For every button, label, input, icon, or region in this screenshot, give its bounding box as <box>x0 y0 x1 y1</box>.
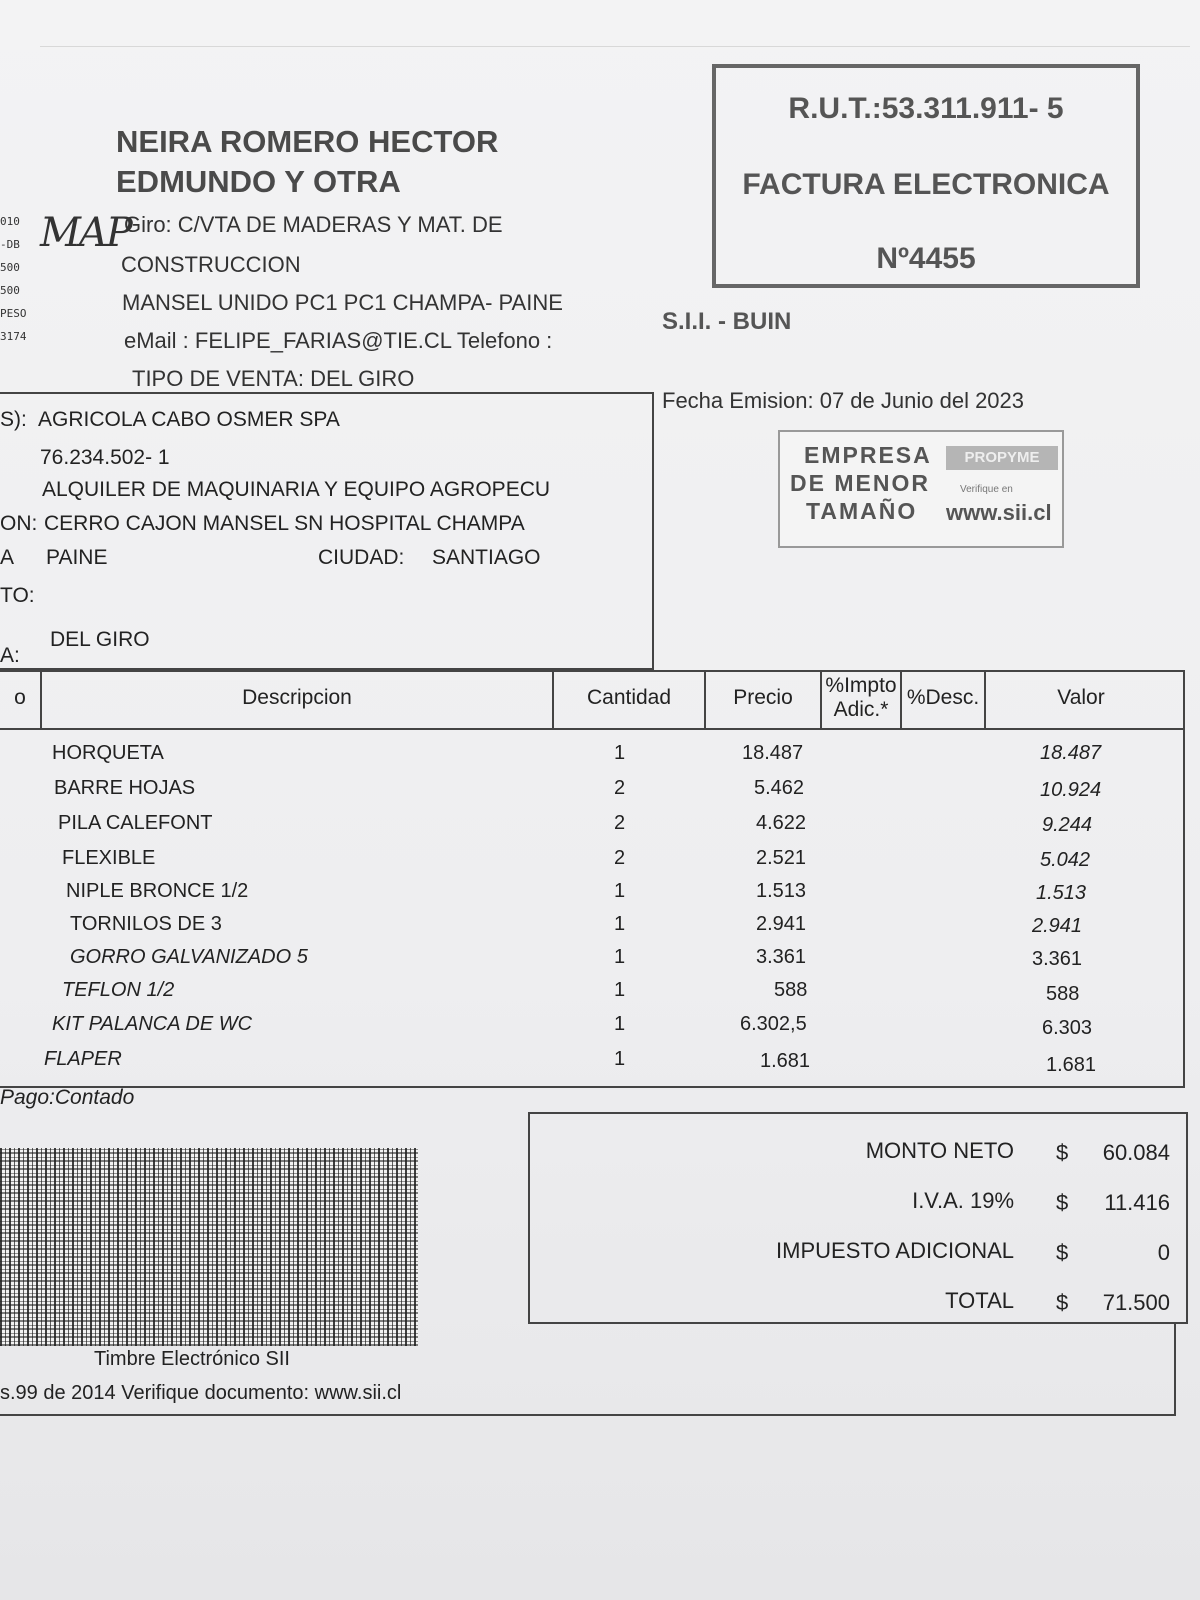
propyme-line1: EMPRESA <box>804 442 932 468</box>
propyme-verify: Verifique en <box>960 484 1013 495</box>
left-edge-numbers <box>0 210 27 348</box>
header-impto-adic <box>822 674 900 722</box>
verifique-documento: s.99 de 2014 Verifique documento: www.sii.cl <box>0 1382 402 1404</box>
header-impto-line2: Adic.* <box>833 698 889 721</box>
impuesto-adicional-currency: $ <box>1056 1240 1069 1265</box>
receptor-ciudad-label: CIUDAD: <box>318 546 405 569</box>
row-desc: TEFLON 1/2 <box>62 979 175 1001</box>
row-qty: 1 <box>614 913 626 935</box>
row-desc: NIPLE BRONCE 1/2 <box>66 880 249 902</box>
left-edge-number: 010 <box>0 215 20 228</box>
invoice-number: Nº4455 <box>876 242 976 275</box>
row-qty: 2 <box>614 777 626 799</box>
row-value: 5.042 <box>1040 849 1091 871</box>
receptor-giro: ALQUILER DE MAQUINARIA Y EQUIPO AGROPECU <box>42 478 551 501</box>
row-desc: GORRO GALVANIZADO 5 <box>70 946 308 968</box>
issuer-name <box>116 122 498 202</box>
handwritten-mark: MAP <box>40 210 131 256</box>
row-qty: 1 <box>614 742 626 764</box>
row-qty: 1 <box>614 880 626 902</box>
receptor-name-label: S): <box>0 408 27 431</box>
left-edge-number: 500 <box>0 261 20 274</box>
impuesto-adicional-value: 0 <box>1157 1240 1170 1265</box>
monto-neto-value: 60.084 <box>1102 1140 1170 1165</box>
pdf417-barcode <box>0 1148 418 1346</box>
row-value: 588 <box>1046 983 1080 1005</box>
issuer-giro-line1: Giro: C/VTA DE MADERAS Y MAT. DE <box>124 212 503 237</box>
row-value: 3.361 <box>1032 948 1083 970</box>
row-desc: HORQUETA <box>52 742 164 764</box>
row-desc: FLAPER <box>44 1048 122 1070</box>
row-value: 10.924 <box>1040 779 1102 801</box>
propyme-line3: TAMAÑO <box>806 498 918 524</box>
left-edge-number: -DB <box>0 238 20 251</box>
receptor-contacto-label: TO: <box>0 584 35 607</box>
iva-currency: $ <box>1056 1190 1069 1215</box>
header-valor: Valor <box>1057 686 1105 709</box>
receptor-dir-label: ON: <box>0 512 38 535</box>
row-value: 2.941 <box>1032 915 1083 937</box>
left-edge-number: PESO <box>0 307 27 320</box>
top-edge-line <box>40 46 1190 47</box>
row-price: 6.302,5 <box>740 1013 807 1035</box>
row-desc: KIT PALANCA DE WC <box>52 1013 253 1035</box>
left-edge-number: 500 <box>0 284 20 297</box>
sii-office: S.I.I. - BUIN <box>662 308 792 335</box>
row-price: 4.622 <box>756 812 807 834</box>
table-header-separator <box>0 728 1183 730</box>
row-value: 1.513 <box>1036 882 1087 904</box>
total-currency: $ <box>1056 1290 1069 1315</box>
header-code: o <box>14 686 26 709</box>
timbre-electronico: Timbre Electrónico SII <box>94 1348 290 1370</box>
receptor-ciudad: SANTIAGO <box>432 546 541 569</box>
row-qty: 1 <box>614 979 626 1001</box>
row-price: 18.487 <box>742 742 804 764</box>
row-qty: 2 <box>614 812 626 834</box>
row-qty: 1 <box>614 1013 626 1035</box>
iva-label: I.V.A. 19% <box>912 1188 1014 1213</box>
document-type: FACTURA ELECTRONICA <box>742 168 1110 201</box>
receptor-direccion: CERRO CAJON MANSEL SN HOSPITAL CHAMPA <box>44 512 525 535</box>
row-qty: 2 <box>614 847 626 869</box>
row-qty: 1 <box>614 1048 626 1070</box>
rut-number: R.U.T.:53.311.911- 5 <box>788 92 1064 125</box>
header-precio: Precio <box>733 686 793 709</box>
row-desc: PILA CALEFONT <box>58 812 213 834</box>
row-desc: FLEXIBLE <box>62 847 156 869</box>
header-descripcion: Descripcion <box>242 686 352 709</box>
forma-pago: Pago:Contado <box>0 1086 135 1109</box>
row-value: 1.681 <box>1046 1054 1097 1076</box>
propyme-badge: PROPYME <box>946 446 1058 470</box>
total-label: TOTAL <box>945 1288 1014 1313</box>
row-price: 5.462 <box>754 777 805 799</box>
propyme-stamp <box>778 430 1064 548</box>
row-price: 2.521 <box>756 847 807 869</box>
header-cantidad: Cantidad <box>586 686 672 709</box>
monto-neto-label: MONTO NETO <box>865 1138 1014 1163</box>
issuer-name-line1: NEIRA ROMERO HECTOR <box>116 124 499 159</box>
receptor-tipo: DEL GIRO <box>50 628 150 651</box>
total-value: 71.500 <box>1102 1290 1170 1315</box>
receptor-name: AGRICOLA CABO OSMER SPA <box>38 408 340 431</box>
receptor-comuna-label: A <box>0 546 15 569</box>
row-value: 18.487 <box>1040 742 1102 764</box>
row-price: 3.361 <box>756 946 807 968</box>
row-price: 588 <box>774 979 808 1001</box>
fecha-emision: Fecha Emision: 07 de Junio del 2023 <box>662 388 1025 413</box>
propyme-line2: DE MENOR <box>790 470 930 496</box>
receptor-rut: 76.234.502- 1 <box>40 446 170 469</box>
row-price: 1.681 <box>760 1050 811 1072</box>
header-impto-line1: %Impto <box>825 674 897 697</box>
row-price: 2.941 <box>756 913 807 935</box>
row-desc: BARRE HOJAS <box>54 777 196 799</box>
row-price: 1.513 <box>756 880 807 902</box>
receptor-tipo-label: A: <box>0 644 20 667</box>
receptor-comuna: PAINE <box>46 546 108 569</box>
issuer-name-line2: EDMUNDO Y OTRA <box>116 164 401 199</box>
items-table <box>0 670 1185 1088</box>
iva-value: 11.416 <box>1104 1190 1170 1215</box>
rut-box <box>712 64 1140 288</box>
issuer-email-phone: eMail : FELIPE_FARIAS@TIE.CL Telefono : <box>124 328 553 353</box>
impuesto-adicional-label: IMPUESTO ADICIONAL <box>776 1238 1014 1263</box>
left-edge-number: 3174 <box>0 330 27 343</box>
row-desc: TORNILOS DE 3 <box>70 913 222 935</box>
row-value: 6.303 <box>1042 1017 1093 1039</box>
issuer-giro-line2: CONSTRUCCION <box>121 252 301 277</box>
totals-box <box>528 1112 1188 1324</box>
row-value: 9.244 <box>1042 814 1093 836</box>
monto-neto-currency: $ <box>1056 1140 1069 1165</box>
row-qty: 1 <box>614 946 626 968</box>
propyme-url: www.sii.cl <box>946 500 1052 525</box>
issuer-tipo-venta: TIPO DE VENTA: DEL GIRO <box>132 366 415 391</box>
issuer-address: MANSEL UNIDO PC1 PC1 CHAMPA- PAINE <box>122 290 563 315</box>
header-desc: %Desc. <box>906 686 980 709</box>
